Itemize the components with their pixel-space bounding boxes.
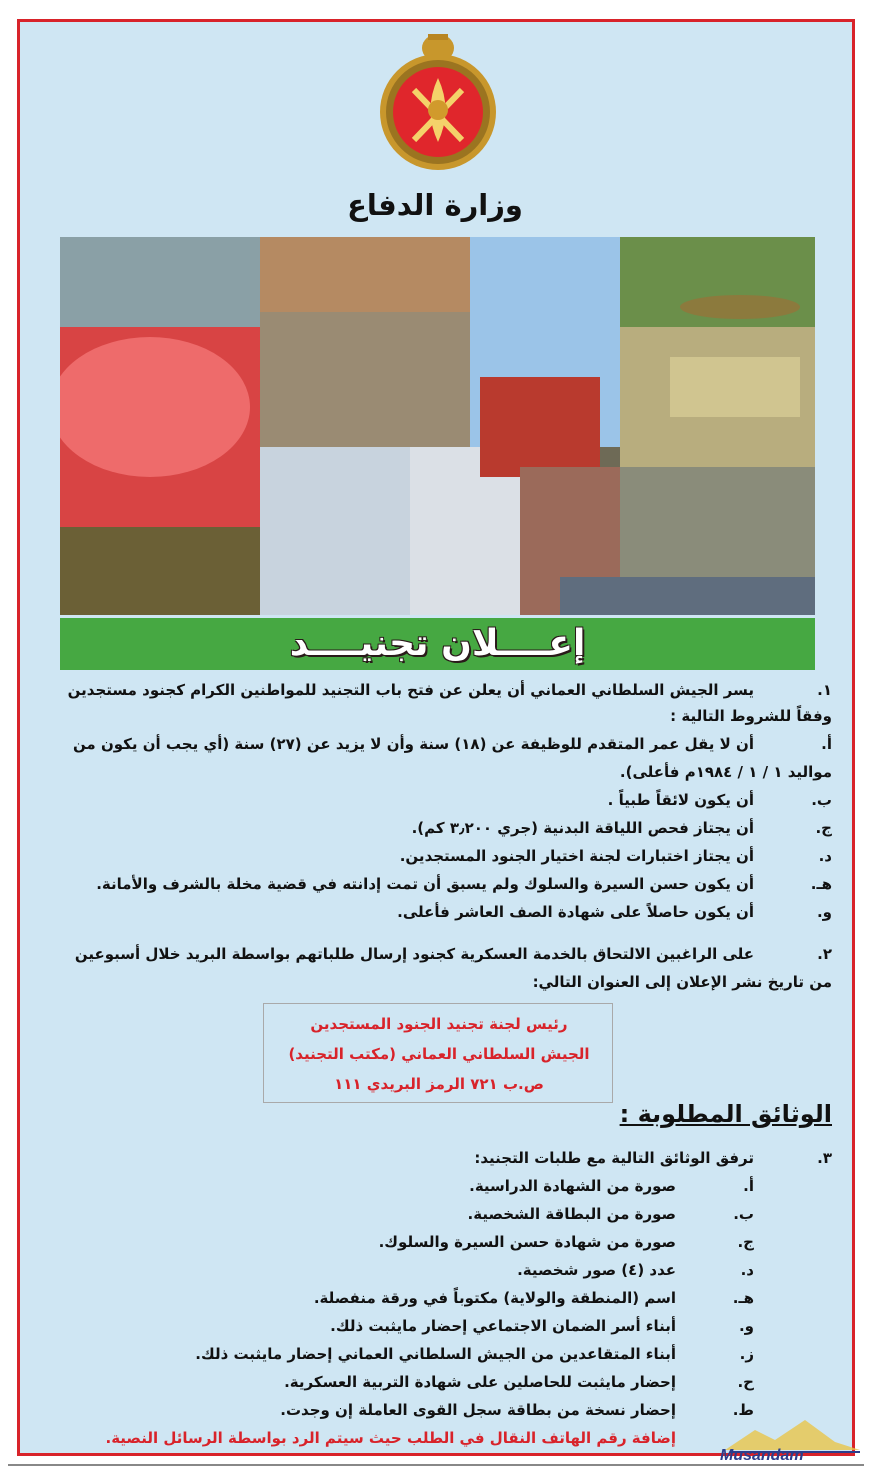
condition-marker: هـ. bbox=[810, 875, 832, 893]
army-emblem-logo bbox=[378, 30, 498, 175]
phone-note: إضافة رقم الهاتف النقال في الطلب حيث سيتم الرد بواسطة الرسائل النصية. bbox=[105, 1429, 676, 1447]
ministry-title: وزارة الدفاع bbox=[347, 188, 523, 222]
section-2-line-1: على الراغبين الالتحاق بالخدمة العسكرية كجنود إرسال طلباتهم بواسطة البريد خلال أسبوعين bbox=[74, 945, 754, 963]
address-line-3: ص.ب ٧٢١ الرمز البريدي ١١١ bbox=[334, 1075, 544, 1093]
document-marker: ب. bbox=[733, 1205, 754, 1223]
document-item: أبناء المتقاعدين من الجيش السلطاني العماني إحضار مايثبت ذلك. bbox=[195, 1345, 676, 1363]
condition-marker: ب. bbox=[811, 791, 832, 809]
document-item: إحضار نسخة من بطاقة سجل القوى العاملة إن وجدت. bbox=[280, 1401, 676, 1419]
document-item: اسم (المنطقة والولاية) مكتوباً في ورقة منفصلة. bbox=[313, 1289, 676, 1307]
banner-title: إعــــلان تجنيــــد bbox=[289, 623, 586, 664]
condition-fitness: أن يجتاز فحص اللياقة البدنية (جري ٣٫٢٠٠ كم). bbox=[411, 819, 754, 837]
section-3-marker: ٣. bbox=[817, 1149, 832, 1167]
section-2-marker: ٢. bbox=[817, 945, 832, 963]
section-2-line-2: من تاريخ نشر الإعلان إلى العنوان التالي: bbox=[532, 973, 832, 991]
document-item: إحضار مايثبت للحاصلين على شهادة التربية العسكرية. bbox=[284, 1373, 676, 1391]
document-marker: ج. bbox=[737, 1233, 754, 1251]
documents-intro: ترفق الوثائق التالية مع طلبات التجنيد: bbox=[474, 1149, 754, 1167]
condition-conduct: أن يكون حسن السيرة والسلوك ولم يسبق أن تمت إدانته في قضية مخلة بالشرف والأمانة. bbox=[96, 875, 754, 893]
document-item: عدد (٤) صور شخصية. bbox=[517, 1261, 676, 1279]
section-1-line-1: يسر الجيش السلطاني العماني أن يعلن عن فتح باب التجنيد للمواطنين الكرام كجنود مستجدين bbox=[67, 681, 754, 699]
document-marker: و. bbox=[738, 1317, 754, 1335]
documents-heading: الوثائق المطلوبة : bbox=[619, 1100, 832, 1128]
condition-medical: أن يكون لائقاً طبياً . bbox=[607, 791, 754, 809]
document-marker: د. bbox=[740, 1261, 754, 1279]
address-box bbox=[263, 1003, 613, 1103]
condition-marker: و. bbox=[816, 903, 832, 921]
section-1-marker: ١. bbox=[817, 681, 832, 699]
condition-marker: أ. bbox=[821, 735, 832, 753]
recruitment-banner bbox=[60, 618, 815, 670]
section-1-line-2: وفقاً للشروط التالية : bbox=[670, 707, 832, 725]
document-item: صورة من الشهادة الدراسية. bbox=[469, 1177, 676, 1195]
condition-marker: د. bbox=[818, 847, 832, 865]
address-line-1: رئيس لجنة تجنيد الجنود المستجدين bbox=[310, 1015, 568, 1033]
document-marker: أ. bbox=[743, 1177, 754, 1195]
watermark-text: Musandam bbox=[720, 1447, 804, 1464]
document-item: صورة من البطاقة الشخصية. bbox=[467, 1205, 676, 1223]
bottom-divider bbox=[8, 1464, 864, 1466]
document-marker: ح. bbox=[737, 1373, 754, 1391]
document-item: أبناء أسر الضمان الاجتماعي إحضار مايثبت ذلك. bbox=[330, 1317, 676, 1335]
condition-marker: ج. bbox=[815, 819, 832, 837]
condition-age-line-1: أن لا يقل عمر المتقدم للوظيفة عن (١٨) سنة وأن لا يزيد عن (٢٧) سنة (أي يجب أن يكون من bbox=[72, 735, 754, 753]
condition-education: أن يكون حاصلاً على شهادة الصف العاشر فأعلى. bbox=[397, 903, 754, 921]
document-marker: هـ. bbox=[732, 1289, 754, 1307]
condition-age-line-2: مواليد ١ / ١ / ١٩٨٤م فأعلى). bbox=[619, 763, 832, 781]
condition-tests: أن يجتاز اختبارات لجنة اختيار الجنود المستجدين. bbox=[399, 847, 754, 865]
document-marker: ز. bbox=[739, 1345, 754, 1363]
address-line-2: الجيش السلطاني العماني (مكتب التجنيد) bbox=[288, 1045, 590, 1063]
document-item: صورة من شهادة حسن السيرة والسلوك. bbox=[378, 1233, 676, 1251]
military-photo-collage bbox=[60, 237, 815, 615]
document-marker: ط. bbox=[732, 1401, 754, 1419]
